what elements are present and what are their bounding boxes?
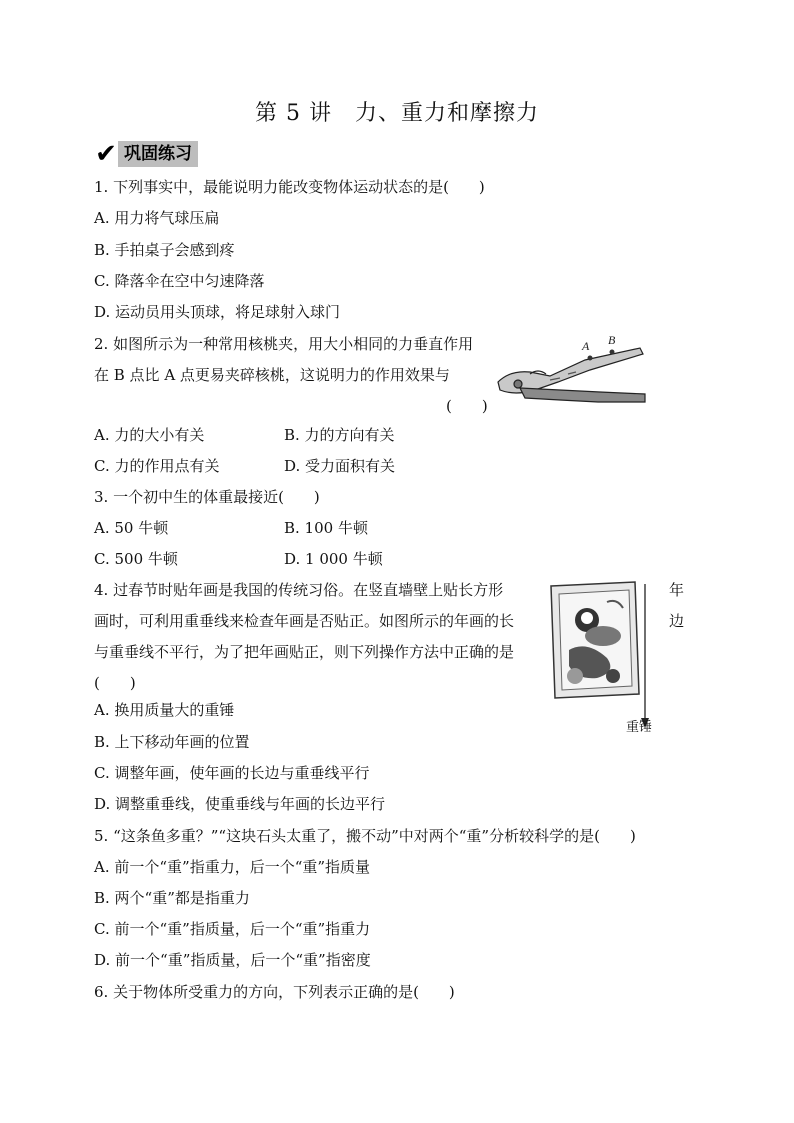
q4-option-c: C. 调整年画，使年画的长边与重垂线平行 [94, 764, 370, 782]
fig-label-b: B [608, 333, 616, 347]
q2-option-b: B. 力的方向有关 [284, 426, 395, 444]
q3-option-d: D. 1 000 牛顿 [284, 550, 383, 568]
q1-option-c: C. 降落伞在空中匀速降落 [94, 272, 265, 290]
point-b-dot [610, 350, 615, 355]
q3-stem: 3. 一个初中生的体重最接近( ) [94, 488, 320, 506]
q1-option-b: B. 手拍桌子会感到疼 [94, 241, 235, 259]
q2-line1: 2. 如图所示为一种常用核桃夹，用大小相同的力垂直作用 [94, 335, 474, 353]
fig-label-a: A [582, 339, 590, 353]
page-title: 第 5 讲 力、重力和摩擦力 [255, 101, 539, 126]
q4-blank: ( ) [94, 674, 136, 692]
q1-option-a: A. 用力将气球压扁 [94, 209, 220, 227]
q1-option-d: D. 运动员用头顶球，将足球射入球门 [94, 303, 341, 321]
q3-option-a: A. 50 牛顿 [94, 519, 169, 537]
new-year-picture-figure [547, 580, 667, 740]
q2-blank: ( ) [446, 397, 488, 415]
q4-line1-tail: 年 [669, 581, 685, 599]
q2-option-a: A. 力的大小有关 [94, 426, 205, 444]
q4-option-b: B. 上下移动年画的位置 [94, 733, 250, 751]
new-year-picture [551, 582, 639, 698]
q2-line2: 在 B 点比 A 点更易夹碎核桃，这说明力的作用效果与 [94, 366, 450, 384]
q4-line1: 4. 过春节时贴年画是我国的传统习俗。在竖直墙壁上贴长方形 [94, 581, 504, 599]
q4-line3: 与重垂线不平行，为了把年画贴正，则下列操作方法中正确的是 [94, 643, 515, 661]
q2-option-d: D. 受力面积有关 [284, 457, 396, 475]
q4-option-d: D. 调整重垂线，使重垂线与年画的长边平行 [94, 795, 386, 813]
checkmark-icon: ✔ [95, 139, 117, 169]
q6-stem: 6. 关于物体所受重力的方向，下列表示正确的是( ) [94, 983, 455, 1001]
q4-line2-tail: 边 [669, 612, 685, 630]
q5-stem: 5. “这条鱼多重？”“这块石头太重了，搬不动”中对两个“重”分析较科学的是( ) [94, 827, 636, 845]
q3-option-b: B. 100 牛顿 [284, 519, 368, 537]
q2-option-c: C. 力的作用点有关 [94, 457, 220, 475]
nutcracker-figure [490, 330, 650, 410]
nutcracker-illustration [498, 348, 645, 402]
section-label: 巩固练习 [118, 141, 198, 167]
q3-option-c: C. 500 牛顿 [94, 550, 178, 568]
q5-option-b: B. 两个“重”都是指重力 [94, 889, 250, 907]
section-header [94, 141, 198, 167]
q4-option-a: A. 换用质量大的重锤 [94, 701, 235, 719]
plumb-weight-label: 重锤 [626, 720, 653, 735]
q1-stem: 1. 下列事实中，最能说明力能改变物体运动状态的是( ) [94, 178, 485, 196]
q5-option-c: C. 前一个“重”指质量，后一个“重”指重力 [94, 920, 371, 938]
q4-line2: 画时，可利用重垂线来检查年画是否贴正。如图所示的年画的长 [94, 612, 515, 630]
point-a-dot [588, 356, 593, 361]
q5-option-d: D. 前一个“重”指质量，后一个“重”指密度 [94, 951, 371, 969]
q5-option-a: A. 前一个“重”指重力，后一个“重”指质量 [94, 858, 371, 876]
